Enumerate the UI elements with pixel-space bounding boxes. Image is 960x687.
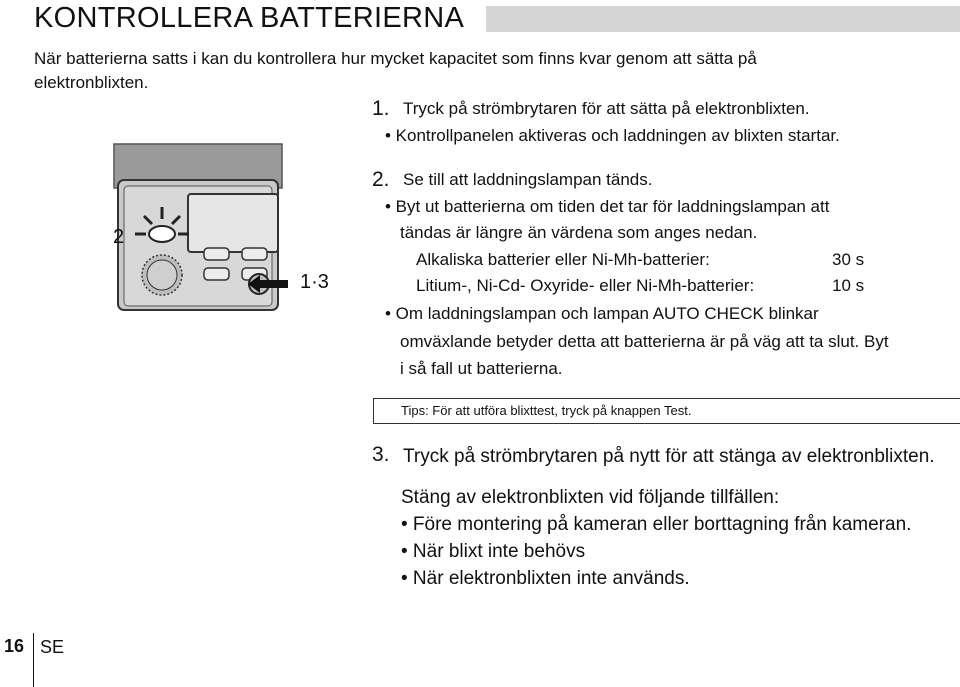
tip-text: Tips: För att utföra blixttest, tryck på knappen Test. bbox=[401, 403, 692, 418]
callout-1-3: 1·3 bbox=[300, 271, 329, 293]
battery-row-label: Litium-, Ni-Cd- Oxyride- eller Ni-Mh-batterier: bbox=[416, 276, 755, 295]
step-2-bullet-2-line-3: i så fall ut batterierna. bbox=[400, 359, 563, 378]
intro-line-1: När batterierna satts i kan du kontrollera hur mycket kapacitet som finns kvar genom att sätta på bbox=[34, 49, 757, 68]
power-off-heading: Stäng av elektronblixten vid följande tillfällen: bbox=[401, 487, 780, 508]
battery-row-value: 10 s bbox=[832, 276, 865, 295]
step-1-bullet: • Kontrollpanelen aktiveras och laddningen av blixten startar. bbox=[385, 126, 840, 145]
step-2-bullet-1-line-1: • Byt ut batterierna om tiden det tar för laddningslampan att bbox=[385, 197, 830, 216]
step-1-text: Tryck på strömbrytaren för att sätta på elektronblixten. bbox=[403, 99, 810, 118]
intro-line-2: elektronblixten. bbox=[34, 73, 149, 92]
step-2-bullet-1-line-2: tändas är längre än värdena som anges nedan. bbox=[400, 223, 758, 242]
battery-row-value: 30 s bbox=[832, 250, 865, 269]
flash-panel-illustration bbox=[108, 140, 298, 325]
step-3-text: Tryck på strömbrytaren på nytt för att stänga av elektronblixten. bbox=[403, 446, 935, 467]
step-2-number: 2. bbox=[372, 168, 390, 191]
footer-divider bbox=[33, 633, 34, 687]
power-off-item: • Före montering på kameran eller borttagning från kameran. bbox=[401, 514, 912, 535]
step-2-bullet-2-line-1: • Om laddningslampan och lampan AUTO CHECK blinkar bbox=[385, 304, 819, 323]
page-title: KONTROLLERA BATTERIERNA bbox=[34, 2, 465, 34]
battery-row-label: Alkaliska batterier eller Ni-Mh-batterier: bbox=[416, 250, 710, 269]
power-off-item: • När elektronblixten inte används. bbox=[401, 568, 690, 589]
language-code: SE bbox=[40, 637, 65, 657]
page-number: 16 bbox=[4, 636, 25, 656]
step-2-bullet-2-line-2: omväxlande betyder detta att batterierna är på väg att ta slut. Byt bbox=[400, 332, 889, 351]
step-3-number: 3. bbox=[372, 443, 390, 466]
step-2-text: Se till att laddningslampan tänds. bbox=[403, 170, 653, 189]
step-1-number: 1. bbox=[372, 97, 390, 120]
power-off-item: • När blixt inte behövs bbox=[401, 541, 586, 562]
callout-2: 2 bbox=[113, 226, 125, 248]
title-bar-decoration bbox=[486, 6, 960, 32]
